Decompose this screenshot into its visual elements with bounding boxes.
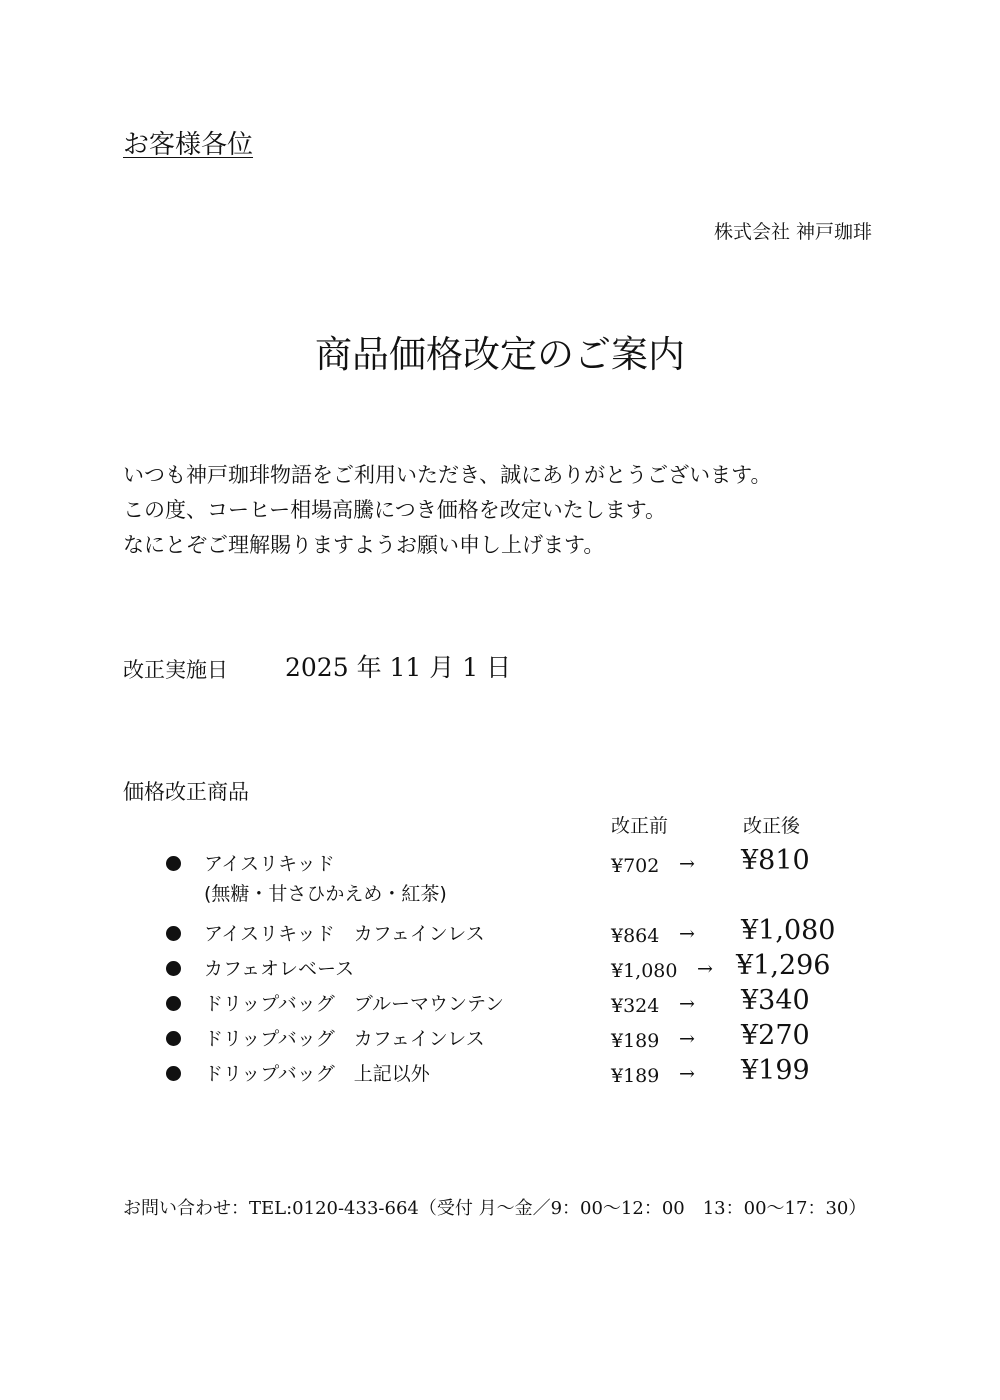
price-after: ¥340 (741, 985, 810, 1016)
price-after: ¥1,296 (736, 950, 831, 981)
bullet-icon (166, 1066, 181, 1081)
arrow-icon: → (679, 1028, 695, 1050)
arrow-icon: → (697, 958, 713, 980)
arrow-icon: → (679, 993, 695, 1015)
price-after: ¥1,080 (741, 915, 836, 946)
bullet-icon (166, 996, 181, 1011)
product-name: ドリップバッグ カフェインレス (204, 1028, 485, 1050)
price-before: ¥702 (611, 855, 660, 877)
body-line: この度、コーヒー相場高騰につき価格を改定いたします。 (123, 498, 667, 522)
products-heading: 価格改正商品 (123, 780, 249, 804)
bullet-icon (166, 856, 181, 871)
product-name: ドリップバッグ 上記以外 (204, 1063, 430, 1085)
product-name: アイスリキッド カフェインレス (204, 923, 485, 945)
arrow-icon: → (679, 1063, 695, 1085)
price-before: ¥864 (611, 925, 660, 947)
product-row (0, 1055, 1000, 1094)
arrow-icon: → (679, 853, 695, 875)
product-name: カフェオレベース (204, 958, 355, 980)
body-line: なにとぞご理解賜りますようお願い申し上げます。 (123, 533, 605, 557)
product-row (0, 845, 1000, 905)
product-name: ドリップバッグ ブルーマウンテン (204, 993, 505, 1015)
product-name: アイスリキッド (204, 853, 335, 875)
product-name-detail: (無糖・甘さひかえめ・紅茶) (204, 883, 447, 905)
column-header-after: 改正後 (743, 815, 801, 837)
price-before: ¥324 (611, 995, 660, 1017)
company-name: 株式会社 神戸珈琲 (713, 221, 872, 243)
contact-info: お問い合わせ：TEL:0120-433-664（受付 月～金／9：00～12：00 13：00～17：30） (123, 1198, 867, 1219)
effective-date-value: 2025 年 11 月 1 日 (285, 653, 512, 682)
bullet-icon (166, 961, 181, 976)
document-title: 商品価格改定のご案内 (315, 333, 685, 376)
price-after: ¥199 (741, 1055, 810, 1086)
bullet-icon (166, 926, 181, 941)
product-row (0, 915, 1000, 954)
product-row (0, 950, 1000, 989)
effective-date-label: 改正実施日 (123, 658, 228, 682)
bullet-icon (166, 1031, 181, 1046)
product-row (0, 1020, 1000, 1059)
salutation: お客様各位 (123, 130, 254, 160)
body-paragraph (123, 458, 771, 563)
body-line: いつも神戸珈琲物語をご利用いただき、誠にありがとうございます。 (123, 463, 772, 487)
price-before: ¥189 (611, 1065, 660, 1087)
arrow-icon: → (679, 923, 695, 945)
price-before: ¥1,080 (611, 960, 678, 982)
price-after: ¥270 (741, 1020, 810, 1051)
price-before: ¥189 (611, 1030, 660, 1052)
price-after: ¥810 (741, 845, 810, 876)
product-row (0, 985, 1000, 1024)
column-header-before: 改正前 (611, 815, 669, 837)
